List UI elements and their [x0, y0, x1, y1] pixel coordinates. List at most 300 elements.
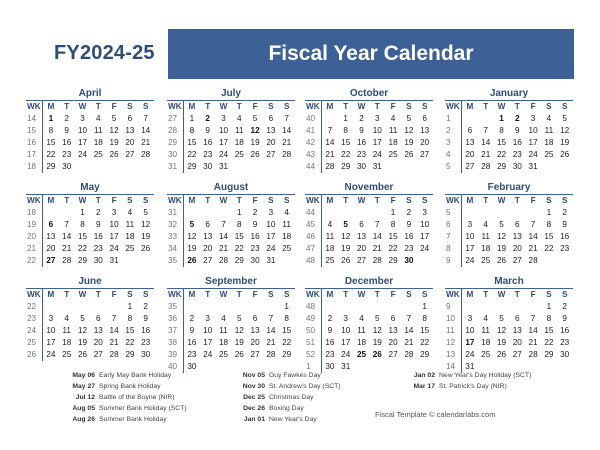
holiday-name: Early May Bank Holiday [99, 372, 172, 379]
day-cell: 7 [221, 220, 226, 229]
day-cell: 20 [46, 244, 56, 253]
day-cell: 12 [496, 326, 507, 335]
day-cell: 24 [218, 150, 229, 159]
day-cell: 14 [528, 326, 538, 335]
day-cell: 7 [284, 114, 289, 123]
day-cell: 7 [111, 314, 117, 323]
day-cell: 26 [109, 150, 119, 159]
day-cell: 17 [341, 338, 351, 347]
weekday-header: T [483, 290, 489, 299]
day-cell: 15 [544, 326, 554, 335]
day-cell: 21 [266, 338, 276, 347]
day-cell: 19 [404, 138, 414, 147]
day-cell: 24 [372, 150, 382, 159]
day-cell: 27 [420, 150, 430, 159]
week-number: 45 [305, 219, 322, 231]
day-cell [557, 161, 573, 173]
day-cell: 8 [499, 126, 504, 135]
day-cell: 19 [560, 138, 570, 147]
day-cell: 2 [96, 208, 101, 217]
day-cell: 13 [125, 126, 135, 135]
month-november [305, 181, 433, 267]
day-cell: 1 [284, 302, 289, 311]
day-cell [385, 301, 401, 313]
weekday-header: M [466, 102, 474, 111]
week-number-header: WK [305, 289, 322, 301]
day-cell: 11 [325, 232, 335, 241]
day-cell: 27 [203, 256, 213, 265]
day-cell: 12 [109, 126, 119, 135]
weekday-header: F [111, 196, 117, 205]
weekday-header: W [78, 196, 87, 205]
day-cell: 20 [125, 138, 135, 147]
day-cell: 2 [515, 114, 520, 123]
day-cell [138, 255, 154, 267]
day-cell: 28 [528, 350, 538, 359]
day-cell: 22 [187, 150, 197, 159]
day-cell: 3 [530, 114, 536, 123]
weekday-header: S [283, 290, 290, 299]
day-cell: 10 [528, 126, 538, 135]
week-number: 8 [445, 243, 462, 255]
weekday-header: S [421, 290, 428, 299]
day-cell: 5 [499, 220, 504, 229]
day-cell: 7 [327, 126, 333, 135]
day-cell: 14 [62, 232, 72, 241]
day-cell: 24 [341, 350, 351, 359]
day-cell: 6 [359, 220, 364, 229]
day-cell: 19 [77, 338, 88, 347]
day-cell: 24 [465, 350, 475, 359]
day-cell: 1 [127, 302, 133, 311]
day-cell: 18 [282, 232, 292, 241]
day-cell: 3 [48, 314, 54, 323]
week-number: 38 [167, 337, 184, 349]
holiday-name: Guy Fawkes Day [269, 372, 321, 379]
day-cell [263, 301, 279, 313]
day-cell: 16 [560, 232, 570, 241]
holiday-date: Dec 25 [243, 394, 265, 401]
day-cell: 3 [422, 208, 427, 217]
day-cell: 19 [141, 232, 151, 241]
month-day-grid [305, 101, 433, 173]
weekday-header: W [78, 290, 87, 299]
weekday-header: T [205, 102, 211, 111]
day-cell: 5 [562, 114, 567, 123]
day-cell [43, 207, 59, 219]
day-cell: 13 [512, 232, 522, 241]
day-cell: 22 [544, 338, 554, 347]
weekday-header: M [47, 196, 55, 205]
day-cell: 5 [406, 114, 412, 123]
day-cell: 12 [234, 326, 244, 335]
day-cell: 13 [512, 326, 522, 335]
week-number: 3 [445, 137, 462, 149]
day-cell: 8 [127, 314, 133, 323]
day-cell: 19 [341, 244, 351, 253]
day-cell: 18 [125, 232, 135, 241]
month-day-grid [26, 289, 154, 361]
day-cell: 4 [390, 114, 396, 123]
weekday-header: S [561, 290, 568, 299]
holiday-date: Jul 12 [75, 394, 95, 401]
day-cell: 4 [546, 114, 552, 123]
day-cell [401, 161, 417, 173]
month-day-grid [305, 195, 433, 267]
day-cell: 7 [268, 314, 274, 323]
day-cell: 7 [64, 220, 69, 229]
holiday-item [228, 414, 341, 425]
weekday-header: S [142, 290, 149, 299]
day-cell: 7 [530, 220, 536, 229]
week-number: 4 [445, 149, 462, 161]
weekday-header: S [546, 196, 552, 205]
day-cell: 18 [544, 138, 554, 147]
day-cell: 26 [496, 256, 507, 265]
day-cell [106, 161, 122, 173]
day-cell: 1 [546, 208, 552, 217]
day-cell [200, 301, 216, 313]
weekday-header: S [546, 290, 552, 299]
week-number: 9 [445, 255, 462, 267]
day-cell: 17 [266, 232, 276, 241]
day-cell: 9 [515, 126, 520, 135]
week-number: 37 [167, 325, 184, 337]
holiday-name: Boxing Day [269, 405, 304, 412]
day-cell: 31 [528, 162, 538, 171]
day-cell: 24 [46, 350, 56, 359]
day-cell: 25 [234, 150, 244, 159]
month-january [445, 87, 573, 173]
day-cell: 31 [372, 162, 382, 171]
day-cell: 29 [125, 350, 135, 359]
day-cell: 14 [372, 232, 382, 241]
day-cell [263, 161, 279, 173]
day-cell: 4 [327, 220, 333, 229]
weekday-header: S [268, 102, 274, 111]
day-cell: 18 [388, 138, 398, 147]
week-number: 46 [305, 231, 322, 243]
day-cell: 24 [203, 350, 213, 359]
day-cell [122, 161, 138, 173]
day-cell: 10 [420, 220, 430, 229]
day-cell: 5 [252, 114, 258, 123]
day-cell: 22 [125, 338, 135, 347]
month-title: March [445, 275, 573, 289]
day-cell: 8 [48, 126, 54, 135]
day-cell: 12 [187, 232, 197, 241]
week-number-header: WK [445, 101, 462, 113]
day-cell: 28 [62, 256, 72, 265]
weekday-header: S [406, 102, 412, 111]
holiday-date: May 06 [72, 372, 95, 379]
day-cell: 21 [528, 338, 538, 347]
weekday-header: M [326, 102, 334, 111]
weekday-header: F [111, 102, 117, 111]
week-number: 19 [26, 219, 43, 231]
day-cell: 19 [372, 338, 382, 347]
weekday-header: S [406, 196, 412, 205]
day-cell: 5 [343, 220, 348, 229]
week-number: 27 [167, 113, 184, 125]
week-number: 32 [167, 219, 184, 231]
day-cell: 22 [544, 244, 554, 253]
day-cell: 11 [357, 326, 366, 335]
day-cell: 10 [341, 326, 351, 335]
weekday-header: T [95, 196, 101, 205]
day-cell: 28 [266, 350, 276, 359]
day-cell [59, 207, 75, 219]
day-cell: 6 [252, 314, 258, 323]
day-cell: 13 [93, 326, 103, 335]
footer-credit: Fiscal Template © calendarlabs.com [375, 410, 496, 419]
day-cell [247, 161, 263, 173]
day-cell: 25 [544, 150, 554, 159]
week-number: 1 [445, 113, 462, 125]
day-cell: 15 [544, 232, 554, 241]
day-cell: 12 [77, 326, 88, 335]
fiscal-year-label: FY2024-25 [54, 42, 155, 64]
day-cell [231, 301, 247, 313]
day-cell: 3 [268, 208, 274, 217]
day-cell: 23 [203, 150, 213, 159]
day-cell: 14 [325, 138, 335, 147]
day-cell: 12 [250, 126, 260, 135]
holiday-name: St. Patrick's Day (NIR) [439, 383, 507, 390]
day-cell: 28 [141, 150, 151, 159]
week-number: 41 [305, 125, 322, 137]
weekday-header: M [326, 290, 334, 299]
day-cell: 21 [141, 138, 151, 147]
week-number: 14 [445, 361, 462, 373]
day-cell: 24 [266, 244, 276, 253]
weekday-header: M [466, 196, 474, 205]
day-cell: 6 [390, 314, 396, 323]
weekday-header: M [47, 290, 55, 299]
day-cell: 4 [127, 208, 133, 217]
day-cell [200, 207, 216, 219]
day-cell [138, 161, 154, 173]
day-cell: 27 [512, 350, 522, 359]
day-cell: 14 [404, 326, 414, 335]
holiday-item [58, 392, 187, 403]
day-cell: 4 [64, 314, 69, 323]
day-cell: 29 [388, 256, 398, 265]
day-cell: 30 [404, 256, 414, 265]
month-october [305, 87, 433, 173]
week-number: 1 [305, 361, 322, 373]
day-cell: 25 [481, 350, 491, 359]
day-cell: 24 [528, 150, 538, 159]
weekday-header: S [142, 196, 149, 205]
day-cell: 14 [528, 232, 538, 241]
day-cell: 30 [512, 162, 522, 171]
weekday-header: S [268, 290, 274, 299]
day-cell: 9 [406, 220, 412, 229]
day-cell: 3 [467, 220, 473, 229]
day-cell [478, 113, 494, 125]
weekday-header: M [188, 196, 196, 205]
day-cell [354, 207, 370, 219]
week-number: 39 [167, 349, 184, 361]
weekday-header: S [421, 102, 428, 111]
week-number: 40 [167, 361, 184, 373]
holiday-item [398, 381, 531, 392]
day-cell: 28 [372, 256, 382, 265]
day-cell: 10 [372, 126, 382, 135]
day-cell: 3 [375, 114, 380, 123]
day-cell: 25 [356, 350, 367, 359]
weekday-header: S [406, 290, 412, 299]
day-cell: 27 [93, 350, 103, 359]
day-cell: 15 [420, 326, 430, 335]
month-title: August [167, 181, 295, 195]
day-cell: 31 [341, 362, 351, 371]
month-april [26, 87, 154, 173]
day-cell: 14 [141, 126, 151, 135]
day-cell: 27 [356, 256, 367, 265]
day-cell: 7 [406, 314, 412, 323]
day-cell: 26 [496, 350, 507, 359]
weekday-header: F [390, 290, 396, 299]
day-cell: 11 [544, 126, 554, 135]
day-cell: 21 [404, 338, 414, 347]
week-number-header: WK [445, 195, 462, 207]
week-number: 21 [26, 243, 43, 255]
calendar-title: Fiscal Year Calendar [168, 29, 574, 79]
day-cell: 11 [481, 232, 490, 241]
day-cell: 1 [390, 208, 396, 217]
day-cell [216, 207, 232, 219]
day-cell: 25 [388, 150, 398, 159]
day-cell: 18 [356, 338, 367, 347]
day-cell: 16 [325, 338, 335, 347]
week-number: 34 [167, 243, 184, 255]
day-cell: 28 [404, 350, 414, 359]
day-cell [75, 161, 91, 173]
day-cell: 14 [266, 326, 276, 335]
day-cell [369, 207, 385, 219]
day-cell: 1 [237, 208, 242, 217]
day-cell: 9 [252, 220, 258, 229]
day-cell: 21 [528, 244, 538, 253]
day-cell: 16 [93, 232, 103, 241]
day-cell: 4 [237, 114, 242, 123]
weekday-header: T [205, 290, 211, 299]
day-cell [417, 255, 433, 267]
weekday-header: S [561, 196, 568, 205]
week-number: 35 [167, 255, 184, 267]
day-cell: 29 [282, 350, 292, 359]
weekday-header: M [188, 102, 196, 111]
weekday-header: T [483, 196, 489, 205]
month-title: June [26, 275, 154, 289]
holiday-name: Christmas Day [269, 394, 314, 401]
day-cell: 11 [481, 326, 490, 335]
month-august [167, 181, 295, 267]
day-cell [478, 301, 494, 313]
month-title: May [26, 181, 154, 195]
day-cell: 6 [422, 114, 427, 123]
week-number-header: WK [305, 195, 322, 207]
week-number: 42 [305, 137, 322, 149]
weekday-header: T [95, 290, 101, 299]
day-cell: 29 [496, 162, 507, 171]
day-cell: 4 [483, 314, 488, 323]
day-cell [509, 207, 525, 219]
day-cell: 1 [80, 208, 85, 217]
day-cell: 6 [127, 114, 133, 123]
day-cell: 2 [359, 114, 364, 123]
day-cell: 9 [562, 314, 567, 323]
day-cell: 12 [404, 126, 414, 135]
weekday-header: M [466, 290, 474, 299]
day-cell: 25 [62, 350, 72, 359]
day-cell: 31 [266, 256, 276, 265]
day-cell [184, 301, 200, 313]
day-cell [541, 161, 557, 173]
day-cell: 2 [189, 314, 195, 323]
month-day-grid [167, 195, 295, 267]
day-cell: 17 [218, 138, 229, 147]
month-may [26, 181, 154, 267]
day-cell: 15 [388, 232, 398, 241]
weekday-header: T [95, 102, 101, 111]
holiday-name: Summer Bank Holiday [99, 416, 167, 423]
day-cell: 26 [372, 350, 382, 359]
day-cell [106, 301, 122, 313]
day-cell: 8 [546, 220, 552, 229]
holiday-date: Aug 26 [72, 416, 95, 423]
day-cell: 3 [221, 114, 226, 123]
day-cell: 10 [77, 126, 88, 135]
day-cell: 19 [234, 338, 244, 347]
day-cell: 28 [282, 150, 292, 159]
day-cell: 27 [266, 150, 276, 159]
day-cell: 31 [465, 362, 475, 371]
week-number: 35 [167, 301, 184, 313]
week-number: 14 [26, 113, 43, 125]
day-cell: 2 [143, 302, 148, 311]
month-september [167, 275, 295, 373]
day-cell: 2 [205, 114, 210, 123]
week-number: 12 [445, 337, 462, 349]
day-cell: 30 [356, 162, 367, 171]
day-cell: 19 [109, 138, 119, 147]
day-cell: 19 [187, 244, 197, 253]
day-cell: 13 [388, 326, 398, 335]
day-cell: 3 [80, 114, 85, 123]
day-cell [75, 301, 91, 313]
day-cell: 15 [341, 138, 351, 147]
day-cell: 24 [465, 256, 475, 265]
month-march [445, 275, 573, 373]
month-day-grid [167, 101, 295, 173]
day-cell: 3 [111, 208, 117, 217]
day-cell: 10 [203, 326, 213, 335]
day-cell: 25 [125, 244, 135, 253]
weekday-header: F [252, 102, 258, 111]
month-title: January [445, 87, 573, 101]
day-cell: 18 [93, 138, 103, 147]
weekday-header: F [530, 102, 536, 111]
weekday-header: F [111, 290, 117, 299]
day-cell [541, 361, 557, 373]
weekday-header: T [64, 196, 70, 205]
day-cell: 26 [141, 244, 151, 253]
day-cell: 8 [284, 314, 289, 323]
day-cell: 15 [46, 138, 56, 147]
